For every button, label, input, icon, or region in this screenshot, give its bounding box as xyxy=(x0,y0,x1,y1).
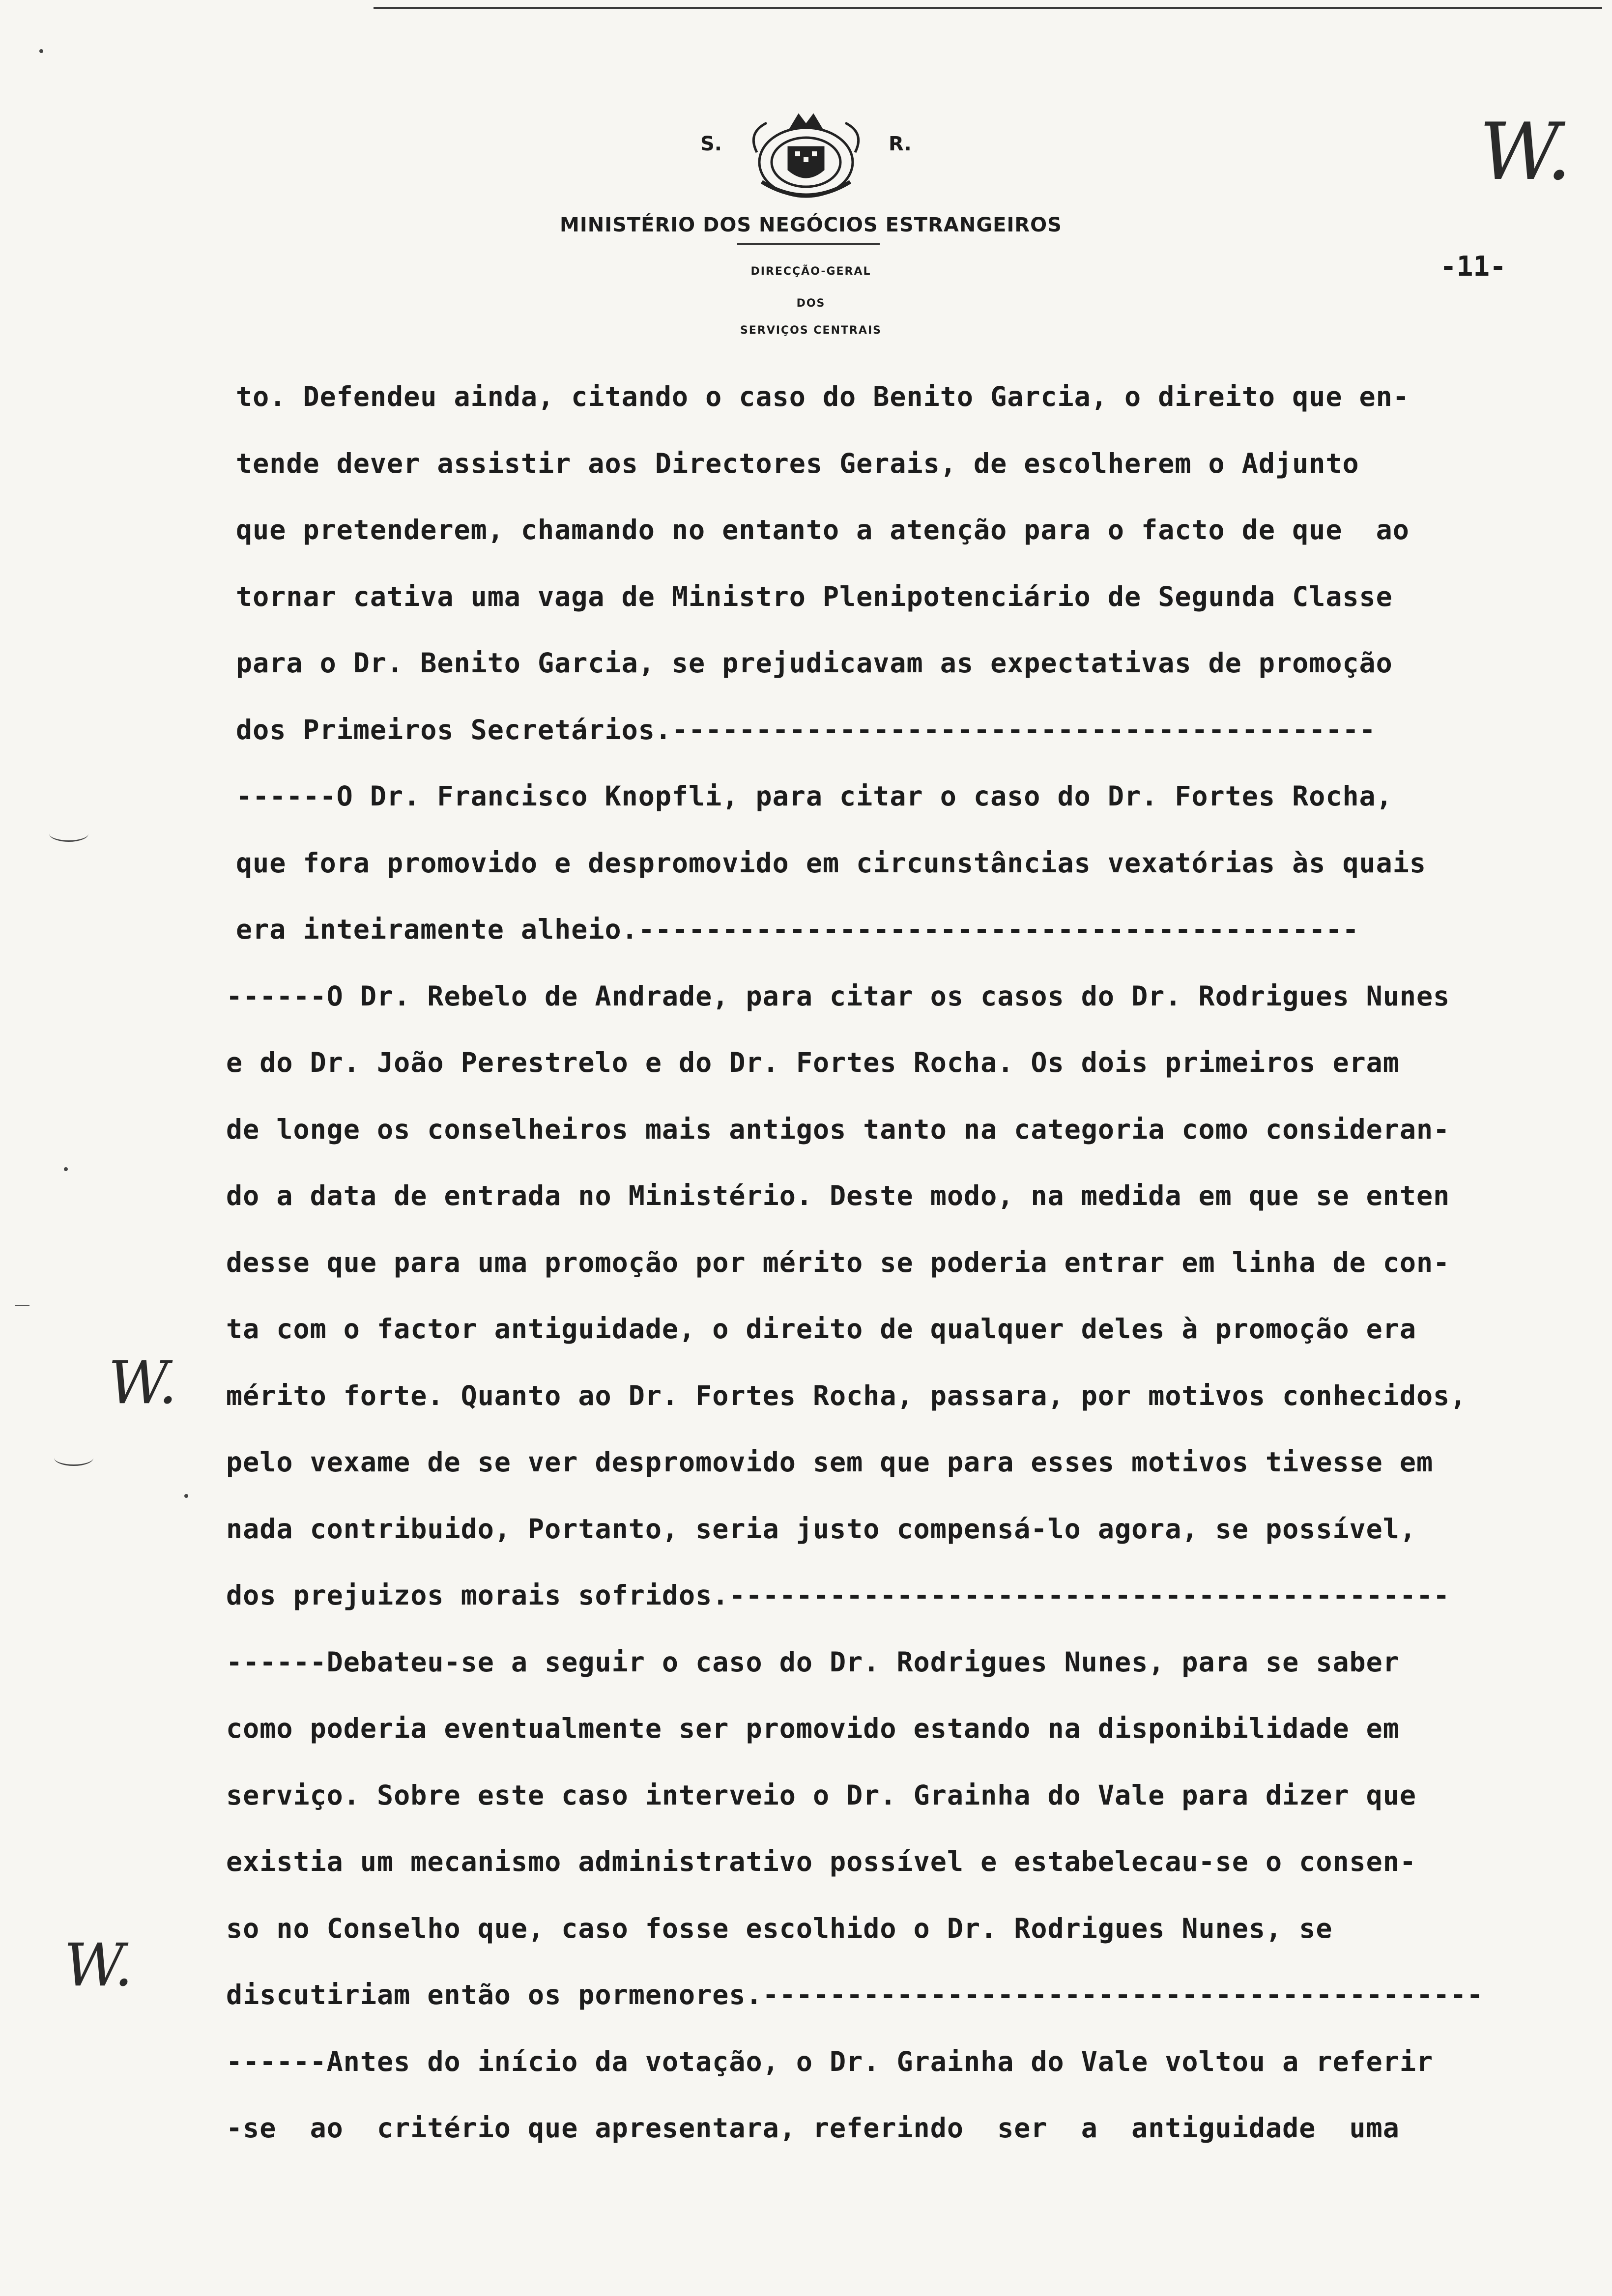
text-line: era inteiramente alheio.------------------------------------------- xyxy=(236,914,1359,945)
text-line: que pretenderem, chamando no entanto a atenção para o facto de que ao xyxy=(236,514,1410,545)
letterhead-left-initial: S. xyxy=(700,133,722,155)
text-line: ------O Dr. Francisco Knopfli, para citar o caso do Dr. Fortes Rocha, xyxy=(236,780,1393,812)
department-line-3: SERVIÇOS CENTRAIS xyxy=(740,324,882,337)
margin-mark xyxy=(184,1494,188,1498)
page-top-rule xyxy=(374,7,1602,9)
margin-mark xyxy=(64,1167,68,1171)
coat-of-arms-icon xyxy=(742,108,870,206)
department-line-2: DOS xyxy=(796,297,826,310)
text-line: que fora promovido e despromovido em circunstâncias vexatórias às quais xyxy=(236,847,1427,879)
handwritten-initials-top: W. xyxy=(1479,106,1572,198)
text-line: dos Primeiros Secretários.------------------------------------------ xyxy=(236,714,1376,746)
ministry-name: MINISTÉRIO DOS NEGÓCIOS ESTRANGEIROS xyxy=(560,214,1062,236)
text-line: ------O Dr. Rebelo de Andrade, para citar os casos do Dr. Rodrigues Nunes xyxy=(226,980,1450,1012)
margin-mark xyxy=(49,826,88,842)
text-line: so no Conselho que, caso fosse escolhido o Dr. Rodrigues Nunes, se xyxy=(226,1912,1333,1944)
text-line: serviço. Sobre este caso interveio o Dr. Grainha do Vale para dizer que xyxy=(226,1779,1417,1811)
text-line: de longe os conselheiros mais antigos tanto na categoria como consideran- xyxy=(226,1113,1450,1145)
text-line: pelo vexame de se ver despromovido sem que para esses motivos tivesse em xyxy=(226,1446,1434,1478)
text-line: mérito forte. Quanto ao Dr. Fortes Rocha, passara, por motivos conhecidos, xyxy=(226,1379,1467,1411)
text-line: -se ao critério que apresentara, referindo ser a antiguidade uma xyxy=(226,2112,1400,2144)
text-line: tornar cativa uma vaga de Ministro Plenipotenciário de Segunda Classe xyxy=(236,580,1393,612)
page-number: -11- xyxy=(1440,251,1506,283)
text-line: discutiriam então os pormenores.------------------------------------------- xyxy=(226,1979,1484,2010)
text-line: desse que para uma promoção por mérito se poderia entrar em linha de con- xyxy=(226,1246,1450,1278)
text-line: do a data de entrada no Ministério. Deste modo, na medida em que se enten xyxy=(226,1180,1450,1211)
text-line: existia um mecanismo administrativo possível e estabelecau-se o consen- xyxy=(226,1846,1417,1877)
margin-mark xyxy=(54,1450,93,1466)
text-line: nada contribuido, Portanto, seria justo compensá-lo agora, se possível, xyxy=(226,1513,1417,1545)
letterhead xyxy=(491,98,1130,354)
text-line: ta com o factor antiguidade, o direito de qualquer deles à promoção era xyxy=(226,1313,1417,1345)
text-line: ------Debateu-se a seguir o caso do Dr. Rodrigues Nunes, para se saber xyxy=(226,1646,1400,1678)
text-line: e do Dr. João Perestrelo e do Dr. Fortes Rocha. Os dois primeiros eram xyxy=(226,1047,1400,1078)
handwritten-initials-margin-2: W. xyxy=(64,1931,133,2000)
text-line: to. Defendeu ainda, citando o caso do Benito Garcia, o direito que en- xyxy=(236,381,1410,412)
department-line-1: DIRECÇÃO-GERAL xyxy=(750,265,871,278)
margin-mark xyxy=(39,49,43,53)
text-line: dos prejuizos morais sofridos.------------------------------------------- xyxy=(226,1579,1450,1611)
letterhead-right-initial: R. xyxy=(889,133,912,155)
text-line: para o Dr. Benito Garcia, se prejudicavam as expectativas de promoção xyxy=(236,647,1393,679)
text-line: ------Antes do início da votação, o Dr. Grainha do Vale voltou a referir xyxy=(226,2045,1434,2077)
text-line: tende dever assistir aos Directores Gerais, de escolherem o Adjunto xyxy=(236,447,1359,479)
typed-body-text xyxy=(226,364,1583,2162)
text-line: como poderia eventualmente ser promovido estando na disponibilidade em xyxy=(226,1713,1400,1744)
letterhead-rule xyxy=(737,243,880,245)
handwritten-initials-margin-1: W. xyxy=(108,1349,177,1417)
margin-mark xyxy=(15,1305,29,1306)
